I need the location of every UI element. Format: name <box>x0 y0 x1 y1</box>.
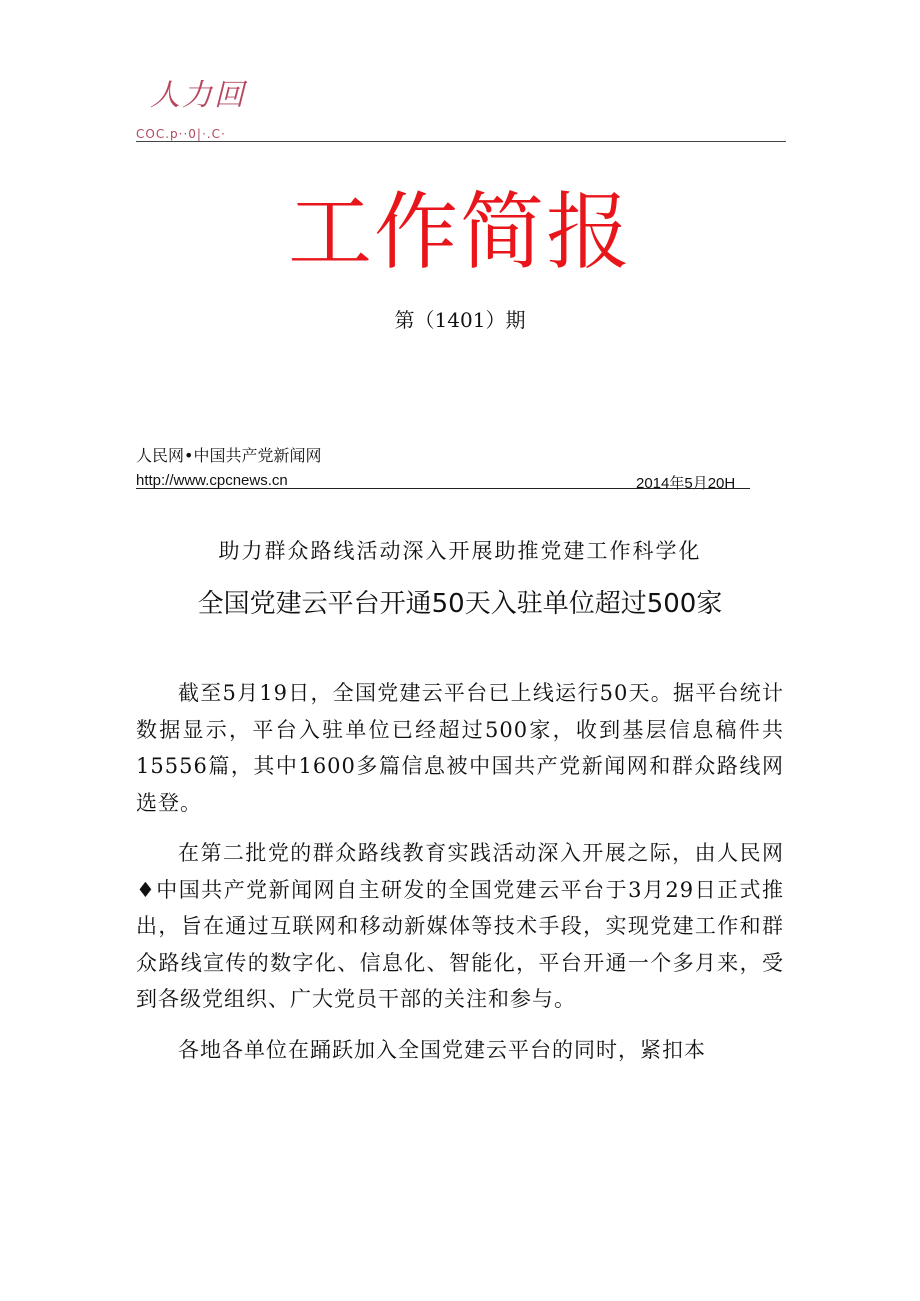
paragraph: 截至5月19日，全国党建云平台已上线运行50天。据平台统计数据显示，平台入驻单位已经超过500家，收到基层信息稿件共15556篇，其中1600多篇信息被中国共产党新闻网和群众路线网选登。 <box>136 681 784 815</box>
source-url[interactable]: http://www.cpcnews.cn <box>136 472 288 489</box>
article-kicker: 助力群众路线活动深入开展助推党建工作科学化 <box>218 539 702 563</box>
issue-number: 第（1401）期 <box>394 308 526 332</box>
source-line: 人民网•中国共产党新闻网 <box>136 446 322 465</box>
article-headline: 全国党建云平台开通50天入驻单位超过500家 <box>197 589 723 619</box>
publish-date: 2014年5月20H <box>636 475 736 492</box>
paragraph: 在第二批党的群众路线教育实践活动深入开展之际，由人民网♦中国共产党新闻网自主研发的全国党建云平台于3月29日正式推出，旨在通过互联网和移动新媒体等技术手段，实现党建工作和群众路线宣传的数字化、信息化、智能化，平台开通一个多月来，受到各级党组织、广大党员干部的关注和参与。 <box>136 841 784 1011</box>
header-subline: COC.p··0|·.C· <box>136 127 226 141</box>
article-body <box>136 675 784 1082</box>
header-divider <box>136 141 786 142</box>
paragraph: 各地各单位在踊跃加入全国党建云平台的同时，紧扣本 <box>178 1037 706 1062</box>
meta-divider <box>136 488 750 489</box>
masthead-title: 工作简报 <box>287 183 632 281</box>
logo: 人力回 <box>150 78 246 113</box>
